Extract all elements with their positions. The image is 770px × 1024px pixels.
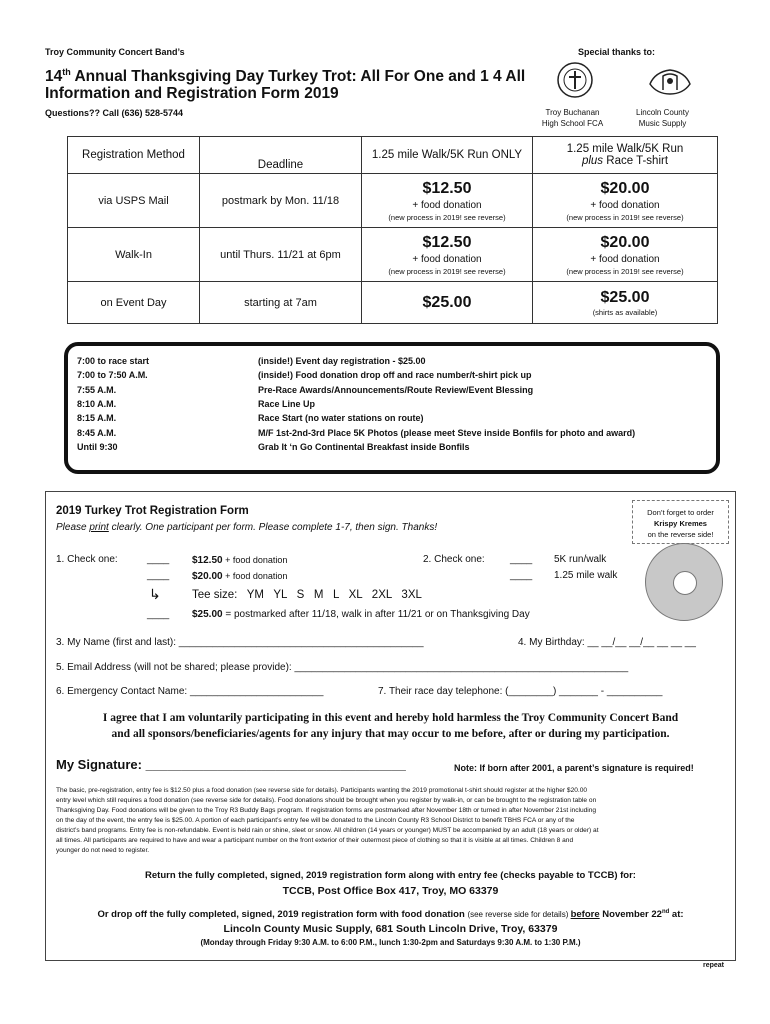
registration-form — [45, 491, 736, 961]
fine-print-5: district’s band programs. Entry fee is non-refundable. Event is held rain or shine, sleet or snow. All children (14 years or younger) MUST be accompanied by an adult (18 years or older) at — [56, 827, 599, 834]
emergency-contact-field[interactable]: 6. Emergency Contact Name: ________________________ — [56, 686, 324, 697]
sponsor-music: Lincoln County Music Supply — [636, 108, 689, 128]
q1-blank-1[interactable]: ____ — [147, 554, 170, 565]
return-address: TCCB, Post Office Box 417, Troy, MO 63379 — [282, 885, 499, 897]
schedule-time: 7:00 to race start — [77, 356, 150, 366]
fca-logo — [554, 60, 596, 100]
org-name: Troy Community Concert Band’s — [45, 47, 185, 57]
fine-print-6: all times. All participants are required to have and wear a participant number on the front exterior of their outermost piece of clothing so that it is visible at all times. Children 8 and — [56, 837, 574, 844]
schedule-time: 7:55 A.M. — [77, 384, 117, 395]
schedule-event: Race Line Up — [258, 398, 316, 409]
fine-print-2: entry level which still requires a food donation (see reverse side for details). Food donations should be brought when you register by walk-in, or can be brought to the registration table on — [56, 797, 597, 804]
row-price-walk-shirt: $20.00 + food donation (new process in 2019! see reverse) — [533, 228, 718, 282]
q1-blank-3[interactable]: ____ — [147, 609, 170, 620]
row-price-walk-only: $12.50 + food donation (new process in 2019! see reverse) — [362, 174, 533, 228]
q1-label: 1. Check one: — [56, 554, 118, 565]
dropoff-instructions: Or drop off the fully completed, signed, 2019 registration form with food donation (see reverse side for details) before November 22nd at: — [97, 909, 684, 921]
music-supply-logo — [645, 64, 695, 104]
schedule-event: (inside!) Food donation drop off and race number/t-shirt pick up — [258, 370, 532, 381]
form-title: 2019 Turkey Trot Registration Form — [56, 505, 249, 517]
fine-print-7: younger do not need to register. — [56, 847, 150, 854]
row-price-walk-shirt: $25.00 (shirts as available) — [533, 282, 718, 324]
col-header-walk-shirt: 1.25 mile Walk/5K Run plus Race T-shirt — [533, 137, 718, 174]
form-instructions: Please print clearly. One participant per form. Please complete 1-7, then sign. Thanks! — [56, 522, 438, 533]
schedule-event: Pre-Race Awards/Announcements/Route Review/Event Blessing — [258, 384, 534, 395]
table-row — [68, 282, 718, 324]
schedule-event: (inside!) Event day registration - $25.00 — [258, 356, 426, 366]
q2-option-walk: 1.25 mile walk — [554, 570, 618, 581]
row-method: via USPS Mail — [68, 174, 200, 228]
signature-field[interactable]: My Signature: ____________________________________ — [56, 757, 406, 772]
row-price-walk-only: $12.50 + food donation (new process in 2019! see reverse) — [362, 228, 533, 282]
special-thanks: Special thanks to: — [578, 47, 656, 57]
name-field[interactable]: 3. My Name (first and last): ____________________________________________ — [56, 637, 424, 648]
col-header-deadline: Deadline — [200, 137, 362, 174]
col-header-method: Registration Method — [68, 137, 200, 174]
repeat-label: repeat — [703, 962, 725, 969]
fine-print-1: The basic, pre-registration, entry fee is $12.50 plus a food donation (see reverse side for details). Participants wanting the 2019 promotional t-shirt should register at the higher $20.00 — [56, 787, 588, 794]
donut-icon — [645, 543, 723, 621]
col-header-walk-only: 1.25 mile Walk/5K Run ONLY — [362, 137, 533, 174]
signature-note: Note: If born after 2001, a parent’s signature is required! — [454, 763, 694, 773]
row-price-walk-only: $25.00 — [362, 282, 533, 324]
schedule-event: M/F 1st-2nd-3rd Place 5K Photos (please meet Steve inside Bonfils for photo and award) — [258, 427, 636, 438]
agreement-line1: I agree that I am voluntarily participating in this event and hereby hold harmless the Troy Community Concert Band — [102, 712, 679, 724]
q1-blank-2[interactable]: ____ — [147, 570, 170, 581]
return-instructions: Return the fully completed, signed, 2019 registration form along with entry fee (checks payable to TCCB) for: — [145, 870, 636, 881]
q2-label: 2. Check one: — [423, 554, 485, 565]
q1-option-25-00: $25.00 = postmarked after 11/18, walk in after 11/21 or on Thanksgiving Day — [192, 609, 530, 620]
schedule-time: 8:10 A.M. — [77, 398, 117, 409]
row-deadline: starting at 7am — [200, 282, 362, 324]
q1-option-12-50: $12.50 + food donation — [192, 555, 288, 566]
page-title-line1: 14th Annual Thanksgiving Day Turkey Trot: All For One and 1 4 All — [45, 67, 526, 86]
row-deadline: postmark by Mon. 11/18 — [200, 174, 362, 228]
sponsor-fca: Troy Buchanan High School FCA — [541, 108, 604, 128]
pricing-table — [67, 136, 718, 324]
table-row — [68, 174, 718, 228]
email-field[interactable]: 5. Email Address (will not be shared; please provide): ____________________________________________________________ — [56, 662, 629, 673]
tee-size-options[interactable]: Tee size: YM YL S M L XL 2XL 3XL — [192, 589, 422, 601]
q2-option-5k: 5K run/walk — [554, 554, 607, 565]
schedule-box — [64, 342, 720, 474]
fine-print-4: on the day of the event, the entry fee is $25.00. A portion of each participant’s entry fee will be donated to the Lincoln County R3 School District to benefit TBHS FCA or any of the — [56, 817, 575, 824]
arrow-icon: ↳ — [149, 586, 161, 602]
dropoff-address: Lincoln County Music Supply, 681 South Lincoln Drive, Troy, 63379 — [223, 923, 558, 935]
fine-print-3: Thanksgiving Day. Food donations will be given to the Troy R3 Buddy Bags program. If registration forms are postmarked after November 18th or turned in after November 21st including — [56, 807, 597, 814]
q2-blank-2[interactable]: ____ — [510, 570, 533, 581]
schedule-time: Until 9:30 — [77, 441, 118, 452]
row-price-walk-shirt: $20.00 + food donation (new process in 2019! see reverse) — [533, 174, 718, 228]
table-row — [68, 228, 718, 282]
agreement-line2: and all sponsors/beneficiaries/agents for any injury that may occur to me before, after or during my participation. — [111, 728, 670, 740]
q2-blank-1[interactable]: ____ — [510, 554, 533, 565]
row-deadline: until Thurs. 11/21 at 6pm — [200, 228, 362, 282]
krispy-kreme-note: Don’t forget to order Krispy Kremes on the reverse side! — [632, 500, 729, 544]
page-title-line2: Information and Registration Form 2019 — [45, 85, 339, 102]
schedule-time: 7:00 to 7:50 A.M. — [77, 370, 148, 381]
emergency-phone-field[interactable]: 7. Their race day telephone: (________) _______ - __________ — [378, 686, 663, 697]
dropoff-hours: (Monday through Friday 9:30 A.M. to 6:00 P.M., lunch 1:30-2pm and Saturdays 9:30 A.M. to 1:30 P.M.) — [200, 938, 581, 947]
questions-phone: Questions?? Call (636) 528-5744 — [45, 108, 184, 118]
birthday-field[interactable]: 4. My Birthday: __ __/__ __/__ __ __ __ — [518, 637, 696, 648]
schedule-time: 8:15 A.M. — [77, 413, 117, 424]
schedule-time: 8:45 A.M. — [77, 427, 117, 438]
q1-option-20-00: $20.00 + food donation — [192, 571, 288, 582]
row-method: Walk-In — [68, 228, 200, 282]
schedule-event: Grab It ‘n Go Continental Breakfast inside Bonfils — [258, 441, 470, 452]
schedule-event: Race Start (no water stations on route) — [258, 413, 424, 424]
row-method: on Event Day — [68, 282, 200, 324]
